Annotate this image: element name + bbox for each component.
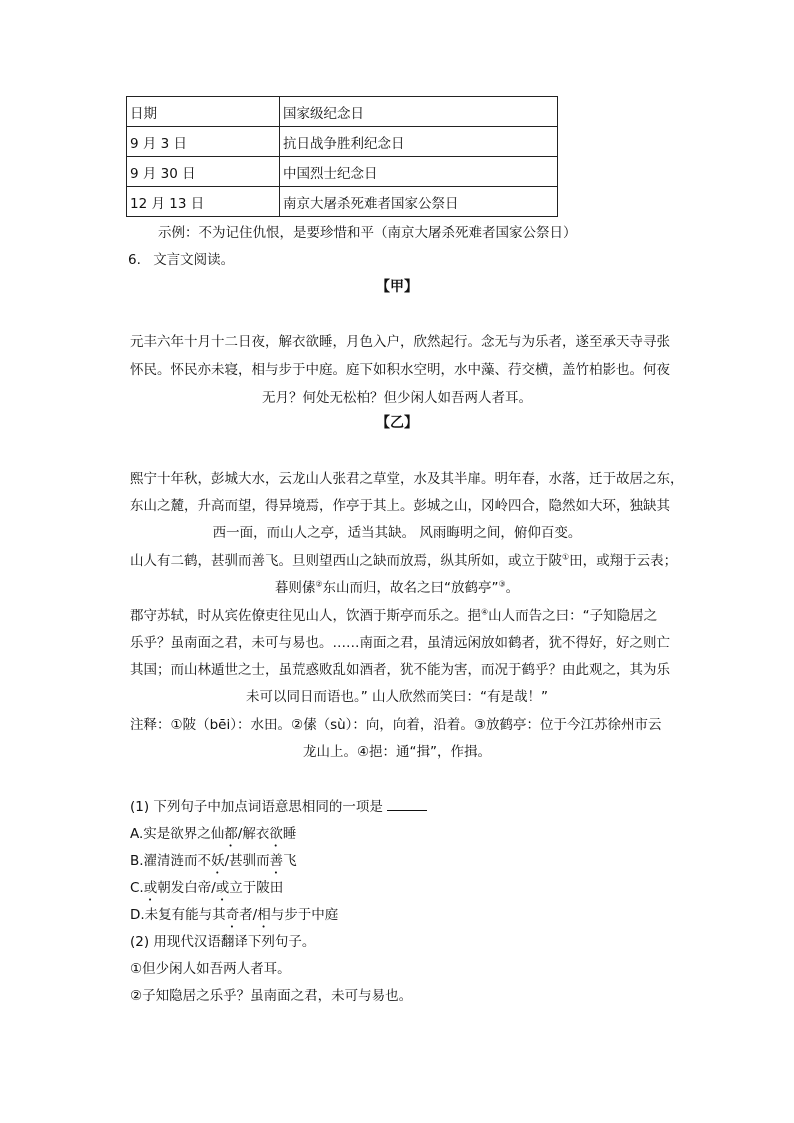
table-row	[127, 187, 558, 217]
jia-line-1: 元丰六年十月十二日夜，解衣欲睡，月色入户，欣然起行。念无与为乐者，遂至承天寺寻张	[130, 334, 670, 350]
text-segment: C.	[130, 880, 144, 896]
text-segment: 郡守苏轼，时从宾佐僚吏往见山人，饮酒于斯亭而乐之。挹	[130, 608, 481, 624]
dotted-word: 或	[143, 880, 158, 896]
text-segment: 飞	[283, 853, 297, 869]
jia-line-2: 怀民。怀民亦未寝，相与步于中庭。庭下如积水空明，水中藻、荇交横，盖竹柏影也。何夜	[130, 362, 670, 378]
dotted-word: 相	[257, 907, 271, 923]
yi-p1-line-1: 熙宁十年秋，彭城大水，云龙山人张君之草堂，水及其半扉。明年春，水落，迁于故居之东，	[130, 471, 684, 487]
note-marker-1: ①	[562, 552, 570, 562]
text-segment: 睡	[282, 826, 297, 842]
section-heading-jia: 【甲】	[376, 279, 418, 295]
table-header-day: 国家级纪念日	[280, 97, 558, 127]
text-segment: 立于陂田	[229, 880, 284, 896]
yi-p1-line-2: 东山之麓，升高而望，得异境焉，作亭于其上。彭城之山，冈岭四合，隐然如大环，独缺其	[130, 498, 670, 514]
text-segment: D.未复有能与其	[130, 907, 226, 923]
text-segment: /解衣	[237, 826, 270, 842]
text-segment: 与步于中庭	[270, 907, 339, 923]
table-cell-day: 南京大屠杀死难者国家公祭日	[280, 187, 558, 217]
answer-blank[interactable]	[387, 798, 427, 811]
text-segment: 山人有二鹤，甚驯而善飞。旦则望西山之缺而放焉，纵其所如，或立于陂	[130, 553, 562, 569]
yi-p1-line-3: 西一面，而山人之亭，适当其缺。 风雨晦明之间，俯仰百变。	[212, 525, 582, 541]
dotted-word: 善	[269, 853, 284, 869]
memorial-days-table	[126, 96, 558, 217]
table-row	[127, 157, 558, 187]
text-segment: /甚驯而	[224, 853, 270, 869]
example-line: 示例：不为记住仇恨，是要珍惜和平（南京大屠杀死难者国家公祭日）	[158, 225, 577, 241]
q1-option-b	[130, 849, 297, 877]
yi-p3-line-3: 其国；而山林遁世之士，虽荒惑败乱如酒者，犹不能为害，而况于鹤乎？由此观之，其为乐	[130, 662, 670, 678]
text-segment: 。	[505, 580, 520, 596]
q1-option-d	[130, 903, 338, 931]
table-cell-day: 中国烈士纪念日	[280, 157, 558, 187]
jia-line-3: 无月？何处无松柏？但少闲人如吾两人者耳。	[262, 390, 532, 406]
q2-item-1: ①但少闲人如吾两人者耳。	[130, 961, 291, 977]
q1-option-c	[130, 876, 283, 904]
table-header-row	[127, 97, 558, 127]
q1-option-a	[130, 822, 296, 850]
table-cell-day: 抗日战争胜利纪念日	[280, 127, 558, 157]
dotted-word: 都	[224, 826, 238, 842]
question-number: 6.	[128, 252, 141, 268]
dotted-word: 奇	[225, 907, 240, 923]
text-segment: 东山而归，故名之曰“放鹤亭”	[322, 580, 499, 596]
text-segment: 田，或翔于云表；	[569, 553, 678, 569]
text-segment: A.实是欲界之仙	[130, 826, 225, 842]
yi-p3-line-2: 乐乎？虽南面之君，未可与易也。……南面之君，虽清远闲放如鹤者，犹不得好，好之则亡	[130, 635, 670, 651]
dotted-word: 或	[215, 880, 230, 896]
dotted-word: 欲	[269, 826, 283, 842]
table-cell-date: 9 月 30 日	[127, 157, 280, 187]
table-cell-date: 9 月 3 日	[127, 127, 280, 157]
table-row	[127, 127, 558, 157]
q1-stem	[130, 795, 427, 815]
note-marker-4: ④	[481, 607, 489, 617]
yi-p3-line-1	[130, 604, 657, 624]
yi-p2-line-2	[0, 576, 794, 596]
dotted-word: 妖	[211, 853, 225, 869]
yi-p3-line-4: 未可以同日而语也。” 山人欣然而笑曰：“有是哉！”	[245, 689, 549, 705]
q2-item-2: ②子知隐居之乐乎？虽南面之君，未可与易也。	[130, 988, 413, 1004]
text-segment: B.濯清涟而不	[130, 853, 212, 869]
note-marker-2: ②	[315, 579, 323, 589]
question-title: 文言文阅读。	[153, 252, 235, 268]
text-segment: 山人而告之曰：“子知隐居之	[488, 608, 658, 624]
text-segment: 者/	[239, 907, 258, 923]
text-segment: 暮则傃	[274, 580, 316, 596]
q2-stem: (2) 用现代汉语翻译下列句子。	[130, 934, 316, 950]
text-segment: 朝发白帝/	[157, 880, 216, 896]
yi-p2-line-1	[130, 549, 677, 569]
question-6	[128, 248, 234, 268]
table-cell-date: 12 月 13 日	[127, 187, 280, 217]
note-marker-3: ③	[498, 579, 506, 589]
notes-line-1: 注释：①陂（bēi）：水田。②傃（sù）：向，向着，沿着。③放鹤亭：位于今江苏徐州市云	[130, 717, 662, 733]
q1-stem-text: (1) 下列句子中加点词语意思相同的一项是	[130, 799, 383, 815]
section-heading-yi: 【乙】	[376, 415, 418, 431]
notes-line-2: 龙山上。④挹：通“揖”，作揖。	[302, 744, 492, 760]
table-header-date: 日期	[127, 97, 280, 127]
